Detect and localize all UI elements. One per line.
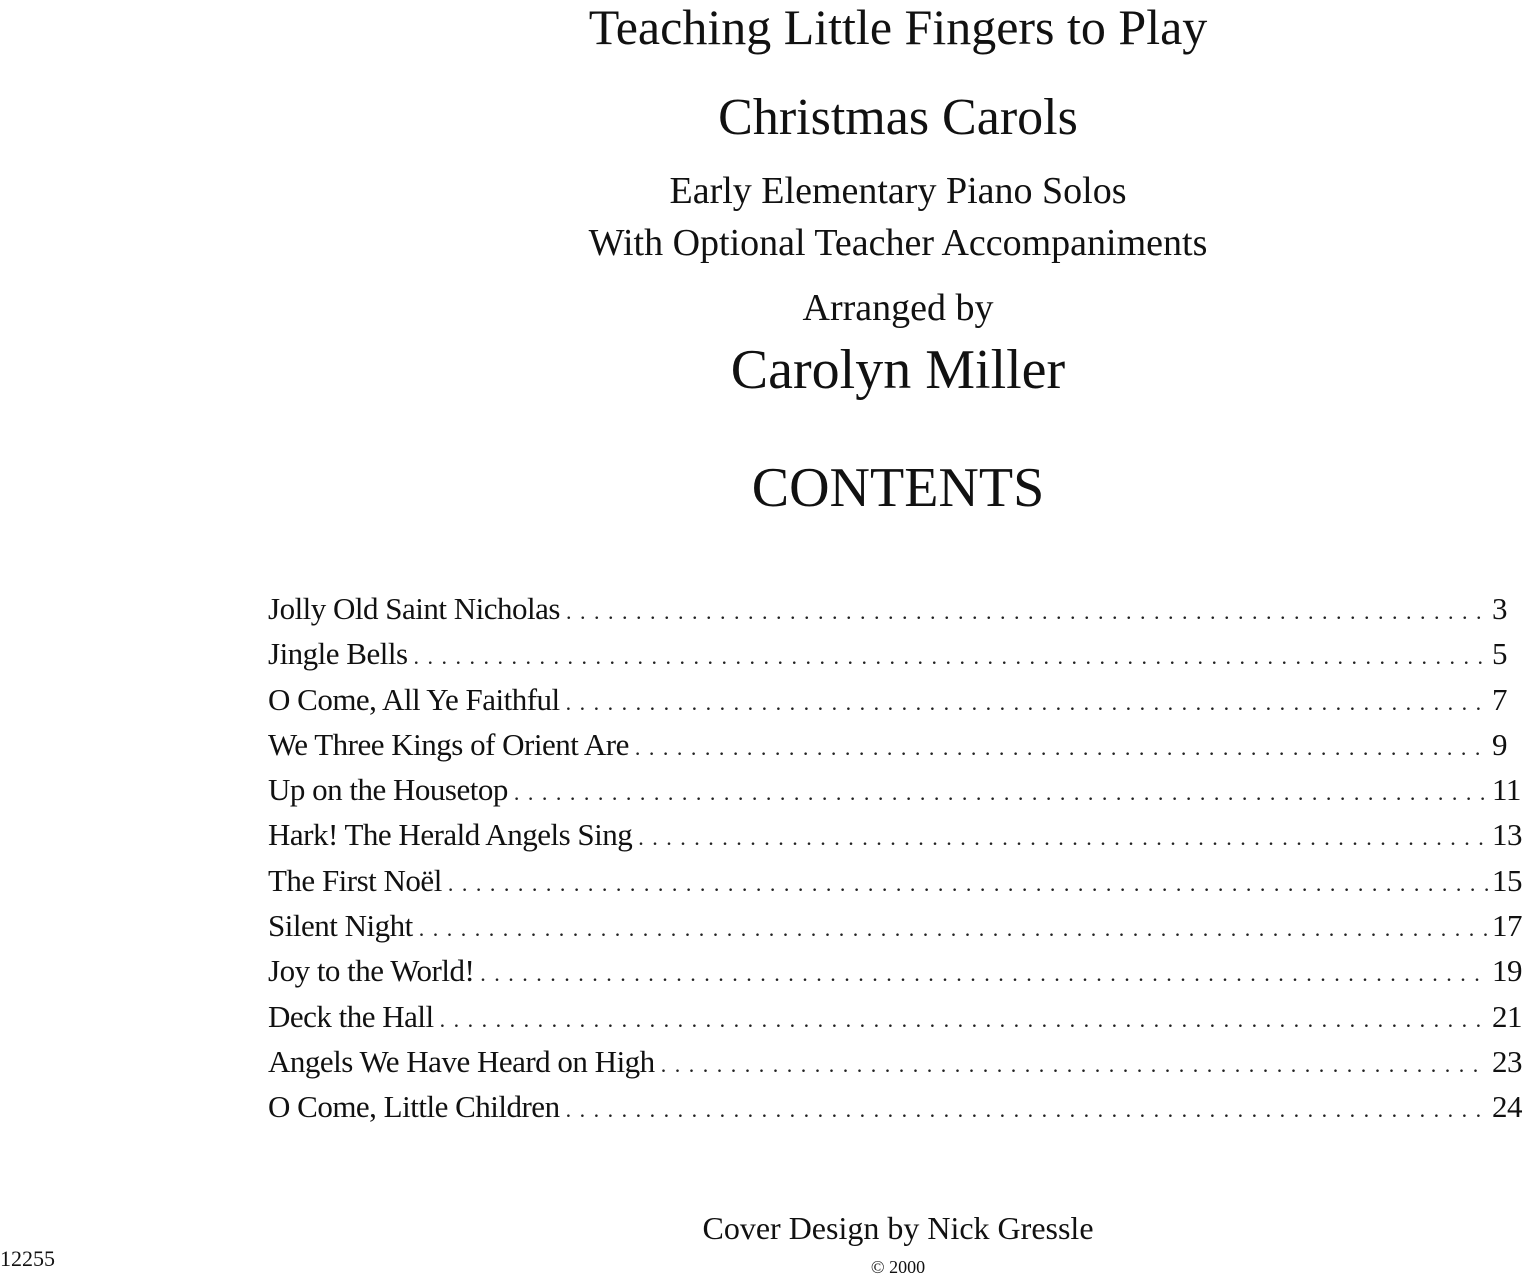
toc-row xyxy=(268,677,1536,722)
toc-row xyxy=(268,631,1536,676)
toc-row xyxy=(268,858,1536,903)
toc-title: Jingle Bells xyxy=(268,636,408,672)
toc-page-number: 7 xyxy=(1492,681,1507,717)
arranged-by-label: Arranged by xyxy=(802,287,994,329)
toc-page-number: 9 xyxy=(1492,726,1507,762)
dot-leader xyxy=(566,589,1488,634)
dot-leader xyxy=(440,997,1488,1042)
toc-title: The First Noël xyxy=(268,862,442,898)
dot-leader xyxy=(566,1087,1488,1129)
toc-page-number: 19 xyxy=(1492,953,1522,989)
subtitle-line-2: With Optional Teacher Accompaniments xyxy=(588,222,1208,264)
toc-page-number: 17 xyxy=(1492,908,1522,944)
toc-page-number: 13 xyxy=(1492,817,1522,853)
toc-title: Jolly Old Saint Nicholas xyxy=(268,591,560,626)
toc-page-number: 5 xyxy=(1492,636,1507,672)
toc-page-number: 23 xyxy=(1492,1043,1522,1079)
dot-leader xyxy=(480,951,1488,996)
dot-leader xyxy=(419,906,1488,951)
toc-page-number: 21 xyxy=(1492,998,1522,1034)
dot-leader xyxy=(448,861,1488,906)
toc-row xyxy=(268,903,1536,948)
series-title: Teaching Little Fingers to Play xyxy=(588,0,1208,55)
toc-row xyxy=(268,812,1536,857)
dot-leader xyxy=(635,725,1488,770)
toc-row xyxy=(268,1039,1536,1084)
cover-design-credit: Cover Design by Nick Gressle xyxy=(702,1210,1094,1246)
toc-title: Silent Night xyxy=(268,908,413,944)
catalog-code: 12255 xyxy=(0,1246,55,1271)
toc-title: Deck the Hall xyxy=(268,998,434,1034)
dot-leader xyxy=(638,815,1488,860)
contents-heading: CONTENTS xyxy=(751,457,1045,519)
dot-leader xyxy=(514,770,1488,815)
toc-row xyxy=(268,994,1536,1039)
dot-leader xyxy=(566,680,1488,725)
toc-row xyxy=(268,586,1536,631)
author-name: Carolyn Miller xyxy=(730,339,1066,401)
toc-page-number: 24 xyxy=(1492,1089,1522,1125)
table-of-contents xyxy=(268,586,1536,1130)
toc-title: Up on the Housetop xyxy=(268,772,508,808)
toc-row xyxy=(268,722,1536,767)
toc-title: Hark! The Herald Angels Sing xyxy=(268,817,633,853)
subtitle-line-1: Early Elementary Piano Solos xyxy=(669,170,1127,212)
toc-title: Angels We Have Heard on High xyxy=(268,1043,655,1079)
copyright-notice: © 2000 xyxy=(870,1257,926,1277)
toc-title: Joy to the World! xyxy=(268,953,475,989)
toc-page-number: 11 xyxy=(1492,772,1521,808)
toc-row xyxy=(268,767,1536,812)
toc-page-number: 3 xyxy=(1492,591,1507,626)
toc-title: O Come, Little Children xyxy=(268,1089,560,1125)
dot-leader xyxy=(661,1042,1488,1087)
toc-title: We Three Kings of Orient Are xyxy=(268,726,629,762)
toc-row xyxy=(268,948,1536,993)
book-title: Christmas Carols xyxy=(718,89,1078,146)
dot-leader xyxy=(414,634,1488,679)
toc-row xyxy=(268,1084,1536,1129)
toc-page-number: 15 xyxy=(1492,862,1522,898)
toc-title: O Come, All Ye Faithful xyxy=(268,681,560,717)
